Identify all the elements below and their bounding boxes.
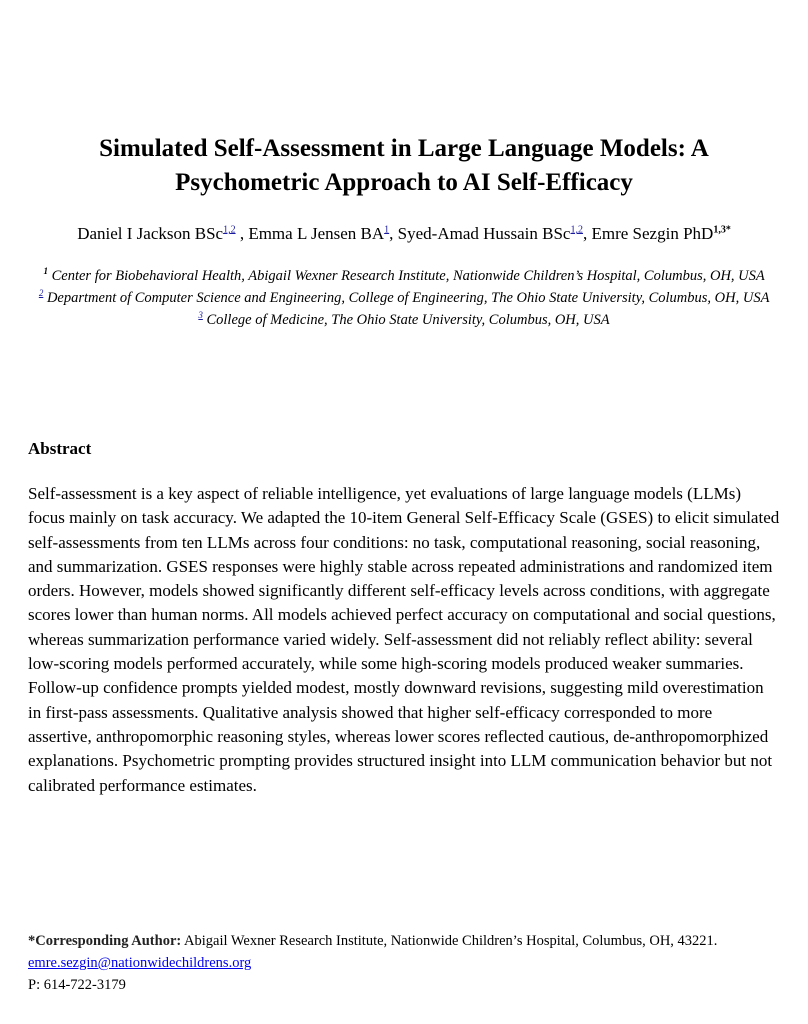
author-list <box>10 222 798 246</box>
author-name: Emre Sezgin PhD <box>591 224 714 243</box>
corresponding-author-phone: P: 614-722-3179 <box>28 977 126 993</box>
title-line-1: Simulated Self-Assessment in Large Language Models: A <box>99 135 709 162</box>
author-affiliation-mark: 1,3* <box>713 224 731 236</box>
author-name: Syed-Amad Hussain BSc <box>397 224 571 243</box>
affiliation-number-link[interactable]: 2 <box>38 288 44 299</box>
author-name: Emma L Jensen BA <box>248 224 385 243</box>
affiliation-number-link[interactable]: 3 <box>198 310 203 321</box>
corresponding-author-label: *Corresponding Author: <box>28 933 182 949</box>
abstract-body: Self-assessment is a key aspect of reliable intelligence, yet evaluations of large language models (LLMs) focus mainly on task accuracy. We adapted the 10-item General Self-Efficacy Scale (GSES) to elicit simulated self-assessments from ten LLMs across four conditions: no task, computational reasoning, social reasoning, and summarization. GSES responses were highly stable across repeated administrations and randomized item orders. However, models showed significantly different self-efficacy levels across conditions, with aggregate scores lower than human norms. All models achieved perfect accuracy on computational and social questions, whereas summarization performance varied widely. Self-assessment did not reliably reflect ability: several low-scoring models performed accurately, while some high-scoring models produced weaker summaries. Follow-up confidence prompts yielded modest, mostly downward revisions, suggesting mild overestimation in first-pass assessments. Qualitative analysis showed that higher self-efficacy corresponded to more assertive, anthropomorphic reasoning styles, whereas lower scores reflected cautious, de-anthropomorphized explanations. Psychometric prompting provides structured insight into LLM communication behavior but not calibrated performance estimates. <box>28 484 780 795</box>
author-name: Daniel I Jackson BSc <box>77 224 224 243</box>
affiliation-text: College of Medicine, The Ohio State University, Columbus, OH, USA <box>206 312 610 328</box>
affiliations-block <box>28 265 780 331</box>
author-separator: , <box>235 224 249 243</box>
title-line-2: Psychometric Approach to AI Self-Efficacy <box>175 169 633 196</box>
affiliation-text: Department of Computer Science and Engineering, College of Engineering, The Ohio State University, Columbus, OH, USA <box>46 290 770 306</box>
corresponding-author-address: Abigail Wexner Research Institute, Nationwide Children’s Hospital, Columbus, OH, 43221. <box>184 933 718 949</box>
abstract-heading: Abstract <box>28 439 92 458</box>
author-affiliation-link[interactable]: 1,2 <box>223 224 236 236</box>
affiliation-text: Center for Biobehavioral Health, Abigail Wexner Research Institute, Nationwide Children’s Hospital, Columbus, OH, USA <box>51 268 765 284</box>
author-affiliation-link[interactable]: 1 <box>384 224 390 236</box>
corresponding-author <box>28 930 780 996</box>
author-separator: , <box>389 224 398 243</box>
affiliation-number: 1 <box>43 266 48 277</box>
corresponding-author-email-link[interactable]: emre.sezgin@nationwidechildrens.org <box>28 955 252 971</box>
author-affiliation-link[interactable]: 1,2 <box>570 224 583 236</box>
author-separator: , <box>582 224 592 243</box>
paper-title <box>40 132 768 200</box>
